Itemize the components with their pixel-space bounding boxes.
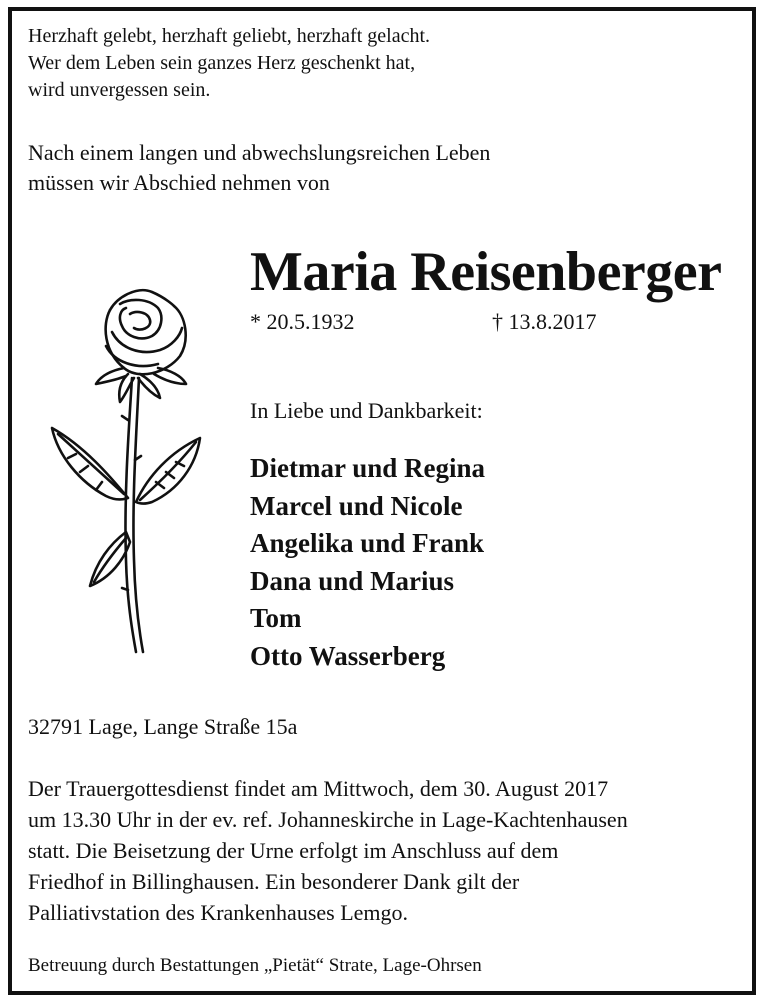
mourner-name: Dana und Marius <box>250 565 455 596</box>
rose-icon <box>40 270 220 665</box>
dedication-line: In Liebe und Dankbarkeit: <box>250 398 483 423</box>
mourner-name: Marcel und Nicole <box>250 490 463 521</box>
service-line: Palliativstation des Krankenhauses Lemgo. <box>28 900 409 925</box>
deceased-name: Maria Reisenberger <box>250 241 722 303</box>
service-line: um 13.30 Uhr in der ev. ref. Johanneskirche in Lage-Kachtenhausen <box>28 807 628 832</box>
farewell-line: Nach einem langen und abwechslungsreichen Leben <box>28 140 491 165</box>
death-date: † 13.8.2017 <box>492 309 597 334</box>
service-line: Friedhof in Billinghausen. Ein besonderer Dank gilt der <box>28 869 520 894</box>
service-info <box>28 773 628 928</box>
birth-date: * 20.5.1932 <box>250 309 355 334</box>
service-line: statt. Die Beisetzung der Urne erfolgt im Anschluss auf dem <box>28 838 559 863</box>
intro-verse <box>28 23 430 104</box>
address-line: 32791 Lage, Lange Straße 15a <box>28 714 298 739</box>
funeral-home-credit: Betreuung durch Bestattungen „Pietät“ Strate, Lage-Ohrsen <box>28 955 482 976</box>
mourner-name: Dietmar und Regina <box>250 453 486 483</box>
service-line: Der Trauergottesdienst findet am Mittwoch, dem 30. August 2017 <box>28 776 609 801</box>
mourner-name: Angelika und Frank <box>250 528 485 558</box>
farewell-line: müssen wir Abschied nehmen von <box>28 170 330 195</box>
farewell-text <box>28 138 490 198</box>
intro-line: Wer dem Leben sein ganzes Herz geschenkt hat, <box>28 52 416 74</box>
mourners-list <box>250 450 485 675</box>
intro-line: Herzhaft gelebt, herzhaft geliebt, herzhaft gelacht. <box>28 25 431 47</box>
intro-line: wird unvergessen sein. <box>28 79 211 101</box>
mourner-name: Tom <box>250 603 302 633</box>
mourner-name: Otto Wasserberg <box>250 640 446 671</box>
